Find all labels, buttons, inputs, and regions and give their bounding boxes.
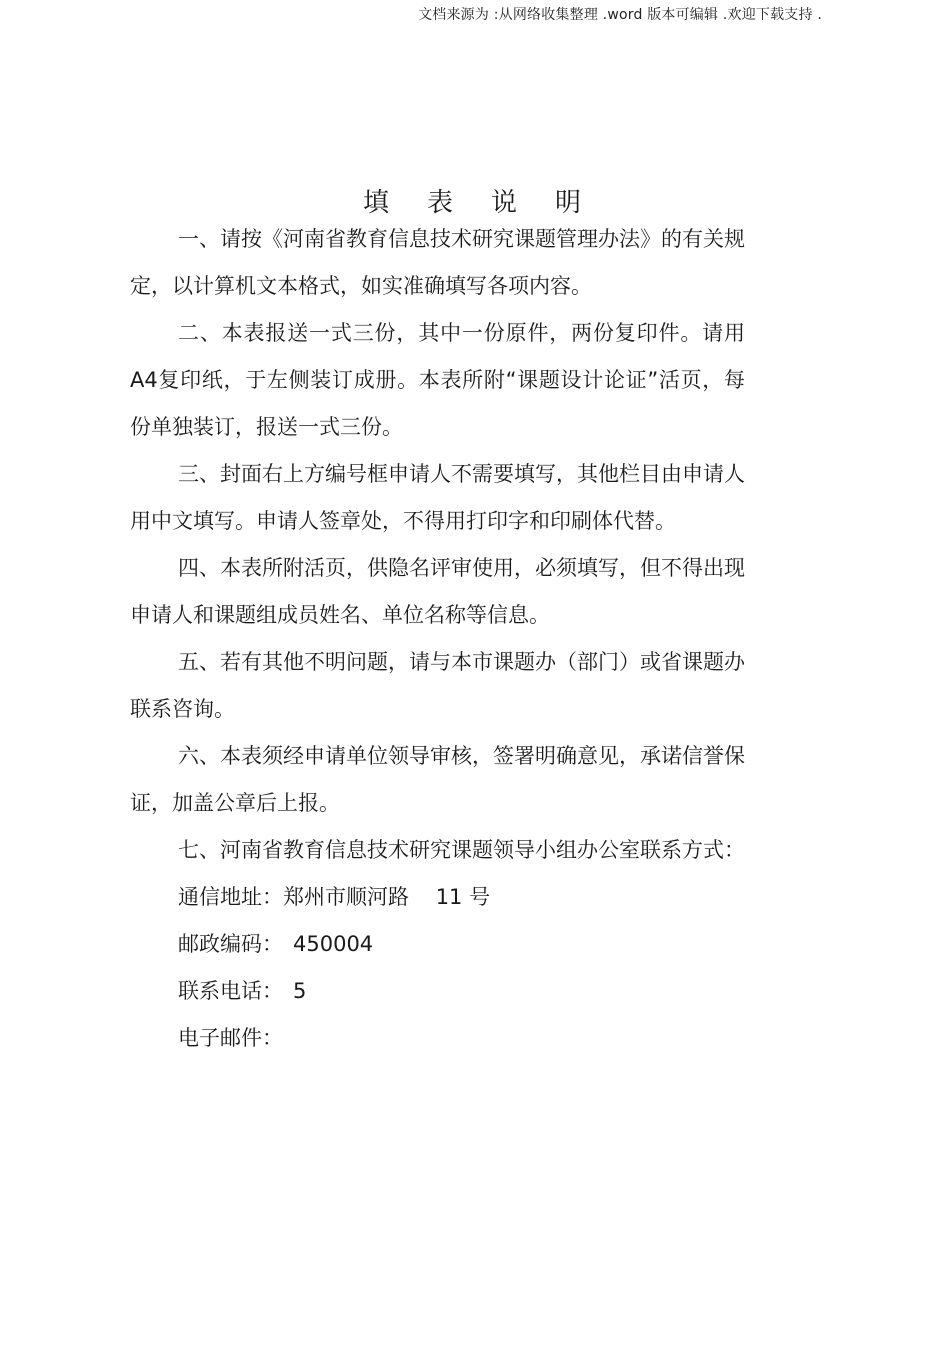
instructions-body — [130, 216, 745, 1062]
contact-address-value: 郑州市顺河路 11 号 — [283, 885, 491, 909]
header-source-note: 文档来源为 :从网络收集整理 .word 版本可编辑 .欢迎下载支持 . — [418, 7, 822, 23]
instruction-paragraph-3: 三、封面右上方编号框申请人不需要填写，其他栏目由申请人用中文填写。申请人签章处，不得用打印字和印刷体代替。 — [130, 462, 745, 533]
contact-phone-label: 联系电话： — [178, 979, 283, 1003]
page-title: 填表说明 — [362, 188, 619, 218]
contact-postcode-value: 450004 — [293, 932, 374, 956]
contact-postcode-label: 邮政编码： — [178, 932, 283, 956]
contact-email-label: 电子邮件： — [178, 1026, 283, 1050]
instruction-paragraph-4: 四、本表所附活页，供隐名评审使用，必须填写，但不得出现申请人和课题组成员姓名、单位名称等信息。 — [130, 556, 745, 627]
instruction-paragraph-5: 五、若有其他不明问题，请与本市课题办（部门）或省课题办联系咨询。 — [130, 650, 745, 721]
contact-email — [130, 1015, 745, 1062]
contact-phone — [130, 968, 745, 1015]
instruction-paragraph-2: 二、本表报送一式三份，其中一份原件，两份复印件。请用 A4复印纸，于左侧装订成册。本表所附“课题设计论证”活页，每份单独装订，报送一式三份。 — [130, 321, 745, 439]
instruction-paragraph-7: 七、河南省教育信息技术研究课题领导小组办公室联系方式： — [178, 838, 745, 862]
instruction-paragraph-1: 一、请按《河南省教育信息技术研究课题管理办法》的有关规定，以计算机文本格式，如实准确填写各项内容。 — [130, 227, 745, 298]
contact-postcode — [130, 921, 745, 968]
contact-phone-value: 5 — [293, 979, 307, 1003]
instruction-paragraph-6: 六、本表须经申请单位领导审核，签署明确意见，承诺信誉保证，加盖公章后上报。 — [130, 744, 745, 815]
contact-address — [130, 874, 745, 921]
contact-address-label: 通信地址： — [178, 885, 283, 909]
